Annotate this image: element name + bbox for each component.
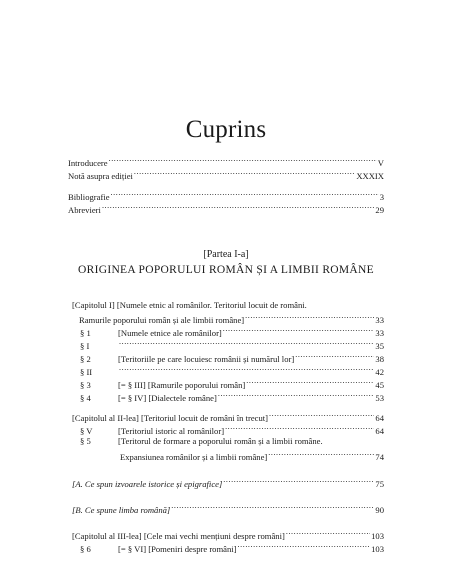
leader-dots [111, 189, 379, 200]
toc-label: [= § IV] [Dialectele române] [118, 393, 217, 403]
toc-entry-section[interactable] [72, 377, 384, 391]
toc-entry-section[interactable] [72, 390, 384, 404]
toc-entry-section-continued[interactable] [120, 449, 384, 463]
toc-label: [= § VI] [Pomeniri despre români] [118, 544, 237, 554]
toc-label: Introducere [68, 158, 108, 168]
leader-dots [295, 351, 374, 362]
toc-entry-section[interactable] [72, 351, 384, 365]
section-number: § 5 [80, 436, 91, 446]
leader-dots [246, 377, 374, 388]
toc-entry-chapter-2[interactable] [72, 410, 384, 424]
toc-page-number: 53 [375, 393, 384, 403]
section-number: § 2 [80, 354, 91, 364]
section-number: § V [80, 426, 93, 436]
section-number: § 4 [80, 393, 91, 403]
leader-dots [225, 423, 374, 434]
toc-page-number: 3 [379, 192, 384, 202]
leader-dots [119, 338, 374, 349]
toc-label: [B. Ce spune limba română] [72, 505, 171, 515]
leader-dots [245, 312, 374, 323]
section-number: § 6 [80, 544, 91, 554]
leader-dots [218, 390, 375, 401]
toc-entry-introducere[interactable] [68, 155, 384, 169]
toc-label: [Teritoriul istoric al românilor] [118, 426, 225, 436]
toc-label: Notă asupra ediției [68, 171, 133, 181]
leader-dots [102, 202, 374, 213]
part-heading: [Partea I-a] [203, 249, 249, 260]
toc-entry-bibliografie[interactable] [68, 189, 384, 203]
chapter-1-title: [Capitolul I] [Numele etnic al românilor. Teritoriul locuit de români. [72, 300, 307, 310]
toc-entry-chapter-1[interactable] [79, 312, 384, 326]
leader-dots [268, 449, 374, 460]
toc-page-number: 33 [375, 315, 384, 325]
section-number: § I [80, 341, 90, 351]
toc-entry-chapter-3[interactable] [72, 528, 384, 542]
toc-label: [Teritoriile pe care locuiesc românii și numărul lor] [118, 354, 295, 364]
toc-entry-section[interactable] [72, 541, 384, 555]
toc-page-number: 42 [375, 367, 384, 377]
toc-page-number: 90 [375, 505, 384, 515]
leader-dots [223, 476, 374, 487]
toc-label: [Capitolul al III-lea] [Cele mai vechi mențiuni despre români] [72, 531, 285, 541]
toc-label: Ramurile poporului român și ale limbii române] [79, 315, 245, 325]
toc-page-number: V [377, 158, 384, 168]
toc-page-number: 45 [375, 380, 384, 390]
toc-label: [Capitolul al II-lea] [Teritoriul locuit de români în trecut] [72, 413, 269, 423]
leader-dots [171, 502, 374, 513]
toc-page-number: 29 [375, 205, 384, 215]
toc-entry-abrevieri[interactable] [68, 202, 384, 216]
page-title: Cuprins [185, 116, 267, 143]
part-title: ORIGINEA POPORULUI ROMÂN ȘI A LIMBII ROMÂNE [78, 264, 374, 276]
toc-label: [Teritorul de formare a poporului român și a limbii române. [118, 436, 323, 446]
toc-entry-section[interactable] [72, 338, 384, 352]
toc-label: Bibliografie [68, 192, 110, 202]
toc-entry-nota[interactable] [68, 168, 384, 182]
toc-entry-section-b[interactable] [72, 502, 384, 516]
toc-page-number: 38 [375, 354, 384, 364]
leader-dots [238, 541, 371, 552]
leader-dots [269, 410, 374, 421]
toc-page-number: 103 [371, 531, 384, 541]
toc-page-number: 33 [375, 328, 384, 338]
toc-page-number: 64 [375, 413, 384, 423]
toc-entry-section[interactable] [72, 364, 384, 378]
toc-entry-section[interactable] [72, 436, 384, 447]
toc-page-number: XXXIX [356, 171, 384, 181]
toc-label: [A. Ce spun izvoarele istorice și epigrafice] [72, 479, 223, 489]
toc-page-number: 75 [375, 479, 384, 489]
toc-page-number: 103 [371, 544, 384, 554]
section-number: § II [80, 367, 93, 377]
section-number: § 1 [80, 328, 91, 338]
toc-page-number: 74 [375, 452, 384, 462]
leader-dots [286, 528, 370, 539]
section-number: § 3 [80, 380, 91, 390]
toc-page-number: 64 [375, 426, 384, 436]
toc-entry-section[interactable] [72, 325, 384, 339]
toc-label: Abrevieri [68, 205, 101, 215]
toc-label: Expansiunea românilor și a limbii române] [120, 452, 268, 462]
leader-dots [109, 155, 377, 166]
toc-page-number: 35 [375, 341, 384, 351]
toc-entry-section[interactable] [72, 423, 384, 437]
toc-label: [Numele etnice ale românilor] [118, 328, 222, 338]
leader-dots [223, 325, 375, 336]
toc-entry-section-a[interactable] [72, 476, 384, 490]
leader-dots [134, 168, 355, 179]
leader-dots [119, 364, 374, 375]
toc-label: [= § III] [Ramurile poporului român] [118, 380, 246, 390]
